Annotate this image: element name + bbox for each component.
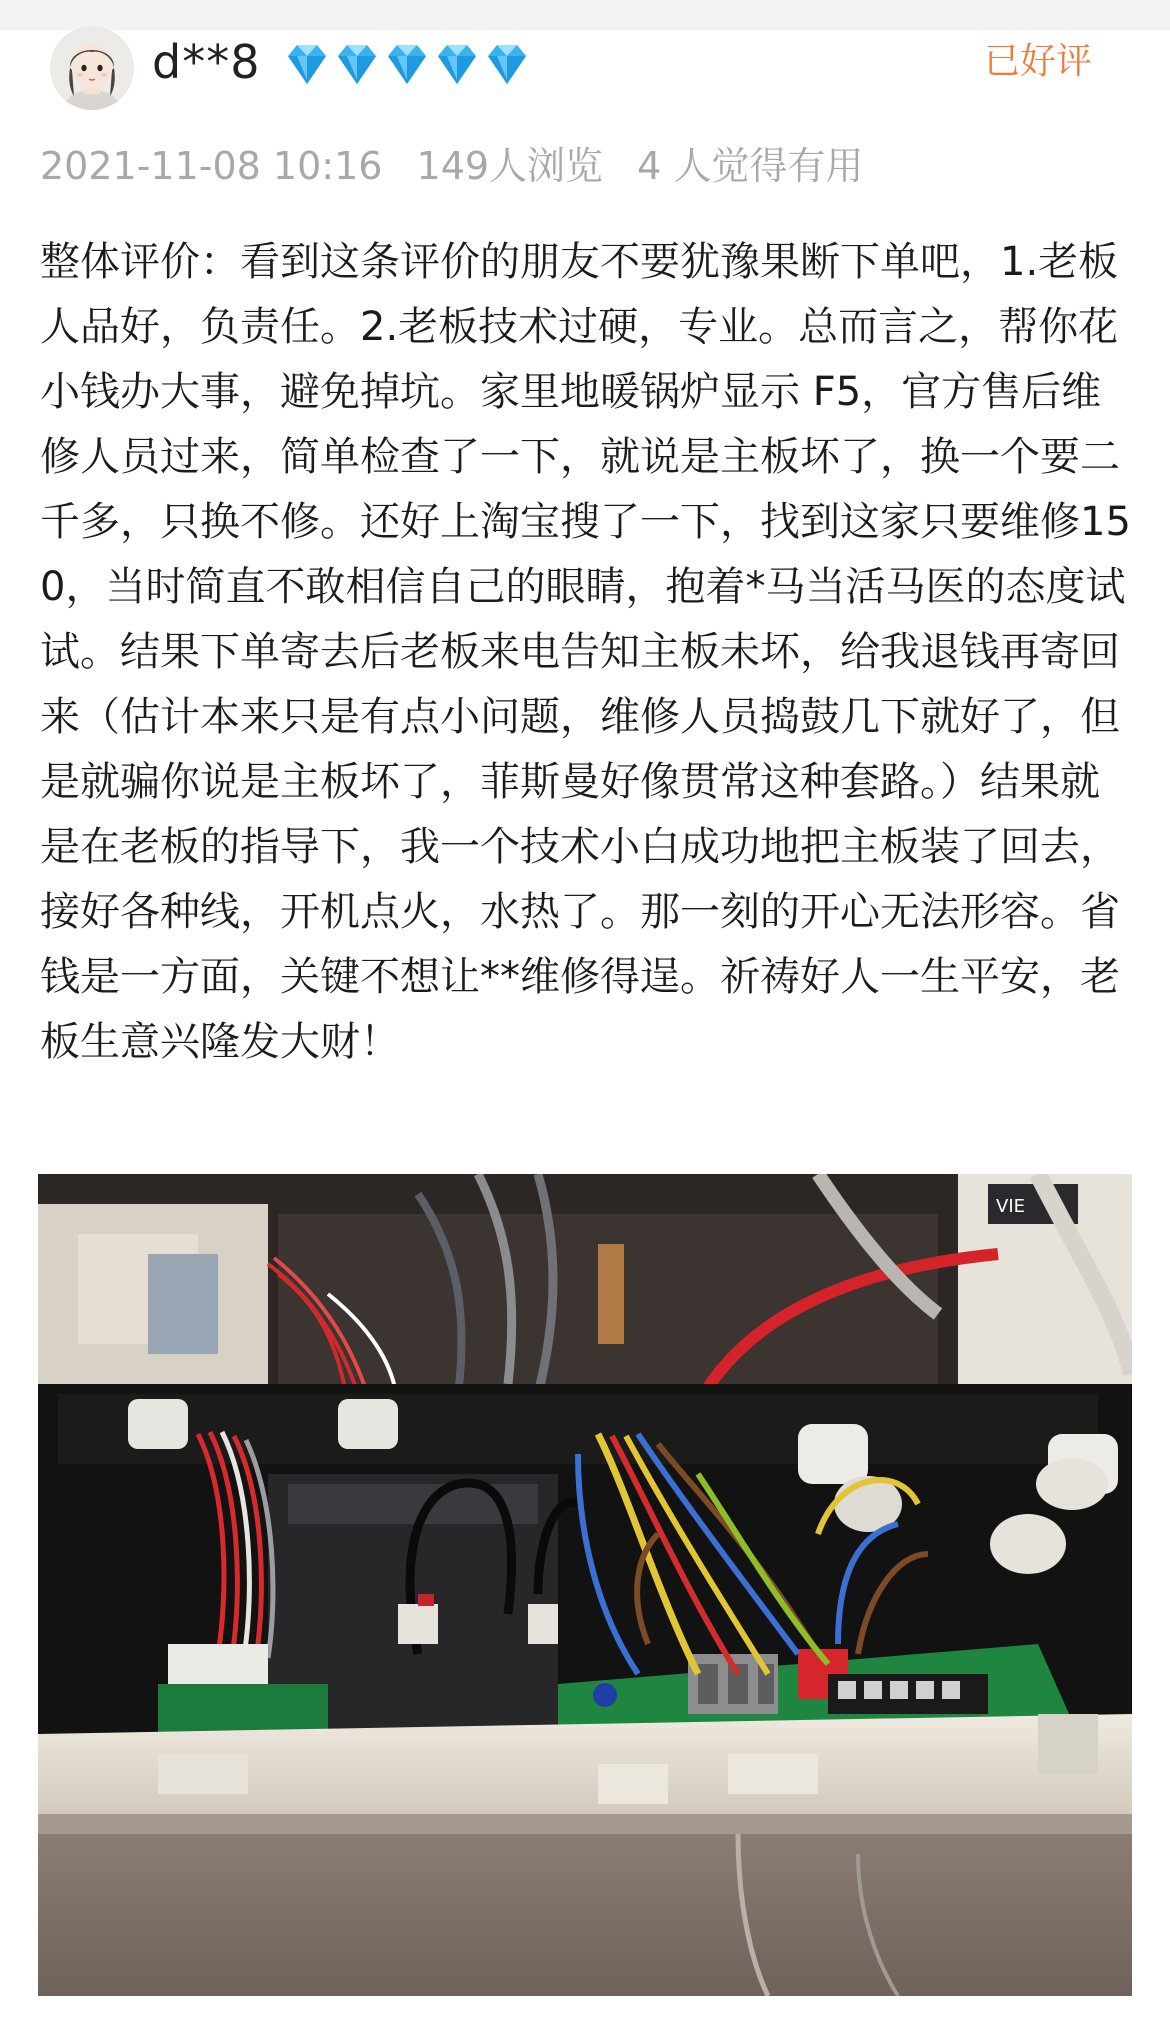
review-date: 2021-11-08 10:16 [40, 144, 383, 188]
diamond-icon [282, 40, 332, 88]
diamond-icon [382, 40, 432, 88]
diamond-icon [332, 40, 382, 88]
positive-review-badge: 已好评 [983, 41, 1092, 82]
diamond-icon [432, 40, 482, 88]
user-avatar[interactable] [50, 26, 134, 110]
helpful-count[interactable]: 4 人觉得有用 [637, 144, 864, 188]
view-count: 149人浏览 [416, 144, 604, 188]
member-level [282, 40, 532, 88]
avatar-illustration [50, 26, 134, 110]
brand-label: VIE [996, 1196, 1025, 1217]
username[interactable]: d**8 [152, 35, 261, 89]
review-photo[interactable] [38, 1174, 1132, 1996]
diamond-icon [482, 40, 532, 88]
review-header [0, 16, 1170, 116]
review-meta [40, 140, 885, 192]
boiler-circuit-board-photo [38, 1174, 1132, 1996]
review-body: 整体评价：看到这条评价的朋友不要犹豫果断下单吧，1.老板人品好，负责任。2.老板技术过硬，专业。总而言之，帮你花小钱办大事，避免掉坑。家里地暖锅炉显示 F5，官方售后维修人员过来，简单检查了一下，就说是主板坏了，换一个要二千多，只换不修。还好上淘宝搜了一下，找到这家只要维修150，当时简直不敢相信自己的眼睛，抱着*马当活马医的态度试试。结果下单寄去后老板来电告知主板未坏，给我退钱再寄回来（估计本来只是有点小问题，维修人员捣鼓几下就好了，但是就骗你说是主板坏了，菲斯曼好像贯常这种套路。）结果就是在老板的指导下，我一个技术小白成功地把主板装了回去，接好各种线，开机点火，水热了。那一刻的开心无法形容。省钱是一方面，关键不想让**维修得逞。祈祷好人一生平安，老板生意兴隆发大财！ [40, 239, 1131, 1065]
